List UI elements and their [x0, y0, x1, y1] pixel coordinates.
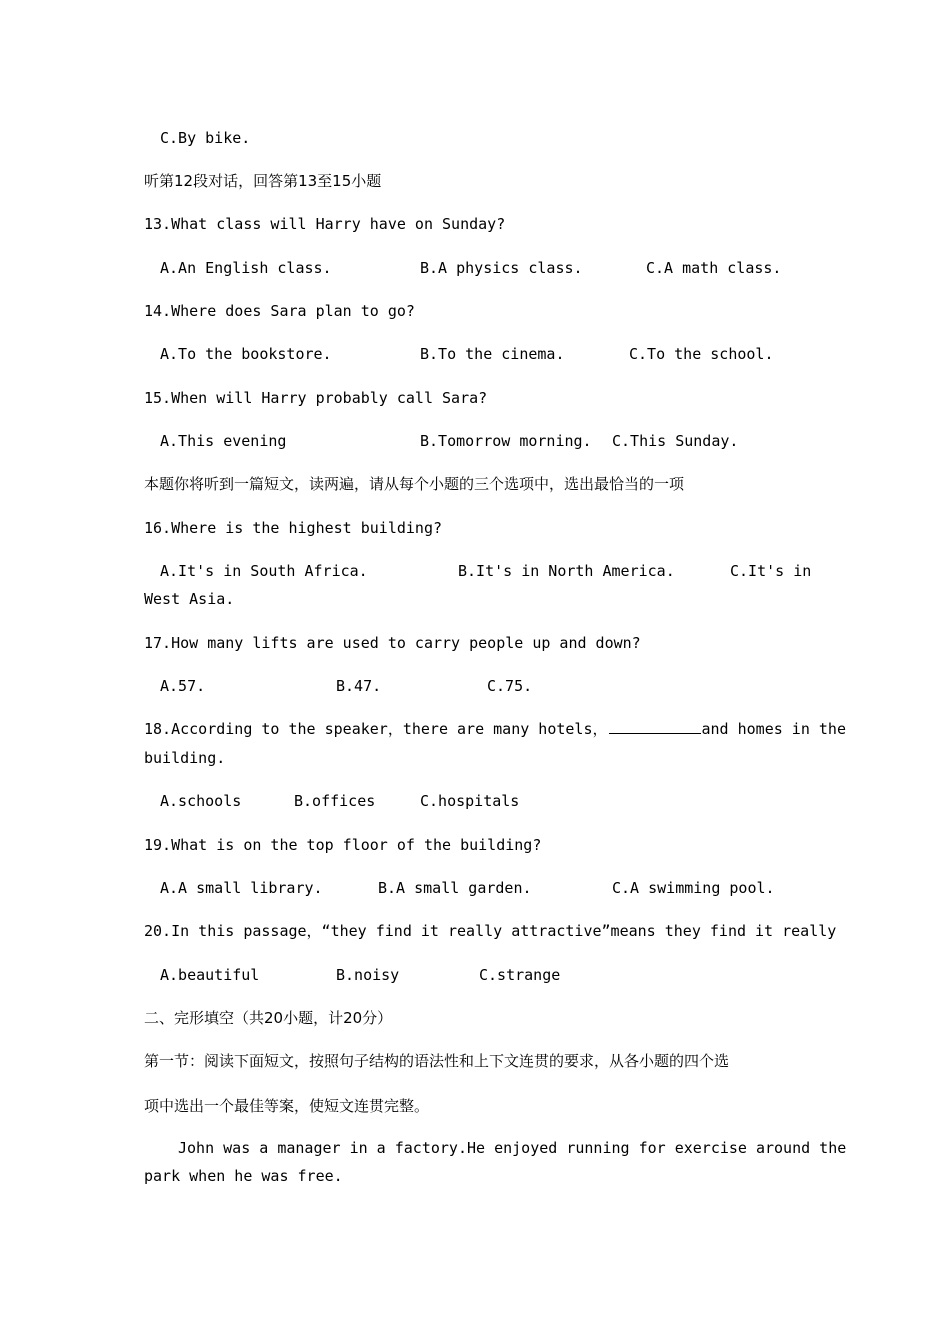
q14-option-a: A.To the bookstore.: [160, 345, 332, 363]
q18-option-c: C.hospitals: [420, 792, 520, 810]
q19-option-a: A.A small library.: [160, 879, 323, 897]
q19-option-b: B.A small garden.: [378, 879, 532, 897]
q16-option-b: B.It's in North America.: [458, 562, 675, 580]
q15-option-c: C.This Sunday.: [612, 432, 739, 450]
q18-option-b: B.offices: [294, 792, 376, 810]
q14-text: 14.Where does Sara plan to go?: [144, 302, 415, 320]
q18-text-line2: building.: [144, 749, 226, 767]
passage-heading: 本题你将听到一篇短文，读两遍，请从每个小题的三个选项中，选出最恰当的一项: [144, 475, 685, 493]
cloze-passage-line1: John was a manager in a factory.He enjoyed running for exercise around the: [178, 1139, 847, 1157]
q16-option-a: A.It's in South Africa.: [160, 562, 368, 580]
q12-option-c: C.By bike.: [160, 129, 251, 147]
q13-option-c: C.A math class.: [646, 259, 782, 277]
q16-text: 16.Where is the highest building?: [144, 519, 443, 537]
q15-option-a: A.This evening: [160, 432, 287, 450]
q14-option-b: B.To the cinema.: [420, 345, 565, 363]
q13-option-a: A.An English class.: [160, 259, 332, 277]
q18-option-a: A.schools: [160, 792, 242, 810]
q15-text: 15.When will Harry probably call Sara?: [144, 389, 488, 407]
q15-option-b: B.Tomorrow morning.: [420, 432, 592, 450]
q20-option-b: B.noisy: [336, 966, 400, 984]
cloze-passage-line2: park when he was free.: [144, 1167, 343, 1185]
q16-option-c-continued: West Asia.: [144, 590, 235, 608]
q18-text-before: 18.According to the speaker，there are many hotels，: [144, 720, 608, 738]
q13-option-b: B.A physics class.: [420, 259, 583, 277]
q20-option-c: C.strange: [479, 966, 561, 984]
q19-text: 19.What is on the top floor of the building?: [144, 836, 542, 854]
q14-option-c: C.To the school.: [629, 345, 774, 363]
q17-option-b: B.47.: [336, 677, 382, 695]
q17-option-a: A.57.: [160, 677, 206, 695]
q18-text-after: and homes in the: [701, 720, 846, 738]
cloze-instruction-line2: 项中选出一个最佳等案，使短文连贯完整。: [144, 1097, 430, 1115]
q19-option-c: C.A swimming pool.: [612, 879, 775, 897]
q17-option-c: C.75.: [487, 677, 533, 695]
cloze-instruction-line1: 第一节：阅读下面短文，按照句子结构的语法性和上下文连贯的要求，从各小题的四个选: [144, 1052, 730, 1070]
q17-text: 17.How many lifts are used to carry people up and down?: [144, 634, 641, 652]
section12-heading: 听第12段对话，回答第13至15小题: [144, 172, 382, 190]
q18-text: [144, 719, 846, 739]
q16-option-c: C.It's in: [730, 562, 812, 580]
q20-option-a: A.beautiful: [160, 966, 260, 984]
q20-text: 20.In this passage，“they find it really attractive”means they find it really: [144, 922, 837, 940]
cloze-title: 二、完形填空（共20小题，计20分）: [144, 1009, 393, 1027]
q18-blank: [609, 719, 701, 734]
q13-text: 13.What class will Harry have on Sunday?: [144, 215, 506, 233]
